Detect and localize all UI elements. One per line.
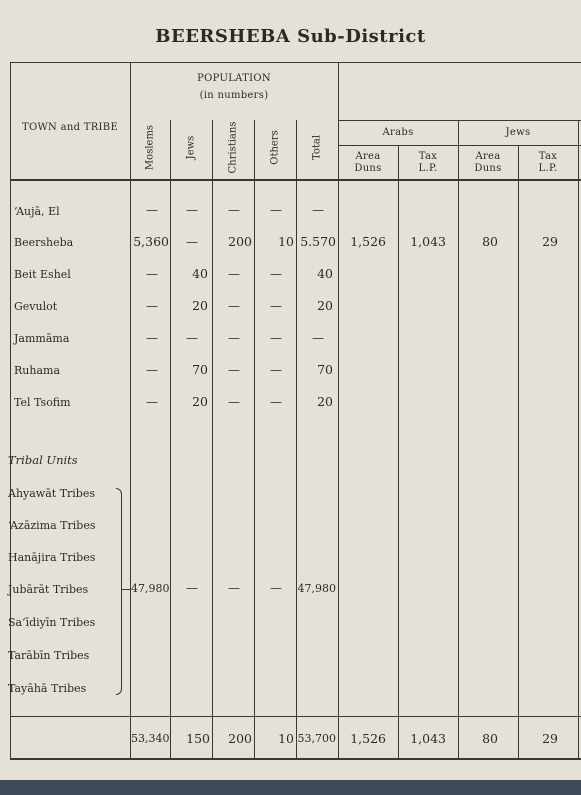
total-jews: 150	[186, 731, 210, 746]
col-divider-jew-area	[518, 145, 519, 759]
empty-cell: —	[186, 331, 198, 345]
tribe-name: Tarābīn Tribes	[8, 649, 90, 662]
total-arab-tax: 1,043	[410, 731, 446, 746]
empty-cell: —	[228, 203, 240, 217]
header-jews: Jews	[185, 135, 197, 160]
total-total: 53,700	[297, 732, 336, 745]
empty-cell: —	[228, 267, 240, 281]
cell-arab-tax: 1,043	[410, 234, 446, 249]
cell-moslems: 5,360	[133, 234, 169, 249]
header-total: Total	[311, 134, 323, 161]
empty-cell: —	[270, 299, 282, 313]
cell-tribes-moslems: 47,980	[131, 582, 170, 595]
tribe-name: Sa‘īdiyīn Tribes	[8, 616, 96, 629]
header-jew-area: Area	[475, 151, 501, 162]
tribe-name: Tayāhā Tribes	[8, 682, 87, 695]
tribe-name: Ahyawāt Tribes	[8, 487, 96, 500]
col-divider-christians	[254, 120, 255, 759]
header-christians: Christians	[227, 121, 239, 174]
header-population: POPULATION	[197, 73, 271, 84]
empty-cell: —	[270, 331, 282, 345]
header-arab-area: Area	[355, 151, 381, 162]
empty-cell: —	[146, 395, 158, 409]
empty-cell: —	[146, 363, 158, 377]
col-divider-arab-area	[398, 145, 399, 759]
empty-cell: —	[228, 299, 240, 313]
empty-cell: —	[270, 363, 282, 377]
cell-total: 5.570	[300, 234, 336, 249]
total-others: 10	[278, 731, 294, 746]
cell-jews: 20	[192, 298, 208, 313]
cell-arab-area: 1,526	[350, 234, 386, 249]
empty-cell: —	[146, 203, 158, 217]
cell-jews: 20	[192, 394, 208, 409]
total-moslems: 53,340	[131, 732, 170, 745]
empty-cell: —	[146, 299, 158, 313]
header-jew-lp: L.P.	[538, 163, 558, 174]
empty-cell: —	[146, 267, 158, 281]
empty-cell: —	[186, 581, 198, 595]
col-divider-jews	[212, 120, 213, 759]
cell-others: 10	[278, 234, 294, 249]
header-town-tribe: TOWN and TRIBE	[22, 122, 119, 133]
row-name: Jammāma	[14, 332, 70, 345]
tribe-name: Hanājira Tribes	[8, 551, 96, 564]
cell-jew-tax: 29	[542, 234, 558, 249]
header-jew-tax: Tax	[538, 151, 558, 162]
row-name: Beit Eshel	[14, 268, 71, 281]
total-christians: 200	[228, 731, 252, 746]
row-name: Ruhama	[14, 364, 60, 377]
empty-cell: —	[228, 363, 240, 377]
tribe-name: ‘Azāzima Tribes	[8, 519, 96, 532]
cell-total: 70	[317, 362, 333, 377]
header-jews-group: Jews	[505, 127, 531, 138]
col-divider-jews	[578, 120, 579, 759]
empty-cell: —	[270, 203, 282, 217]
header-jew-duns: Duns	[474, 163, 502, 174]
header-moslems: Moslems	[144, 124, 156, 171]
header-population-sub: (in numbers)	[199, 90, 269, 101]
page-title: BEERSHEBA Sub-District	[155, 26, 426, 47]
total-jew-tax: 29	[542, 731, 558, 746]
row-name: ‘Aujā, El	[14, 205, 60, 218]
empty-cell: —	[312, 331, 324, 345]
bottom-strip	[0, 780, 581, 795]
row-name: Gevulot	[14, 300, 58, 313]
empty-cell: —	[270, 395, 282, 409]
total-arab-area: 1,526	[350, 731, 386, 746]
cell-jews: 70	[192, 362, 208, 377]
cell-tribes-total: 47,980	[297, 582, 336, 595]
empty-cell: —	[228, 331, 240, 345]
col-divider-moslems	[170, 120, 171, 759]
col-divider-others	[296, 120, 297, 759]
total-jew-area: 80	[482, 731, 498, 746]
bracket-tick	[122, 589, 130, 590]
cell-total: 20	[317, 298, 333, 313]
header-arab-tax: Tax	[418, 151, 438, 162]
empty-cell: —	[270, 267, 282, 281]
empty-cell: —	[186, 203, 198, 217]
table-top-rule	[10, 62, 581, 63]
header-arabs: Arabs	[382, 127, 414, 138]
cell-christians: 200	[228, 234, 252, 249]
subheader-rule	[338, 120, 581, 121]
empty-cell: —	[186, 235, 198, 249]
cell-jew-area: 80	[482, 234, 498, 249]
col-divider-town	[130, 62, 131, 759]
cell-total: 20	[317, 394, 333, 409]
col-divider-arabs	[458, 120, 459, 759]
header-arab-duns: Duns	[354, 163, 382, 174]
empty-cell: —	[312, 203, 324, 217]
subheader-rule-2	[338, 145, 581, 146]
header-others: Others	[269, 130, 281, 165]
empty-cell: —	[228, 395, 240, 409]
empty-cell: —	[146, 331, 158, 345]
tribal-units-heading: Tribal Units	[8, 453, 78, 467]
tribes-bracket	[116, 488, 122, 695]
row-name: Beersheba	[14, 236, 74, 249]
row-name: Tel Tsofim	[14, 396, 71, 409]
header-arab-lp: L.P.	[418, 163, 438, 174]
empty-cell: —	[270, 581, 282, 595]
cell-jews: 40	[192, 266, 208, 281]
empty-cell: —	[228, 581, 240, 595]
tribe-name: Jubārāt Tribes	[8, 583, 89, 596]
cell-total: 40	[317, 266, 333, 281]
